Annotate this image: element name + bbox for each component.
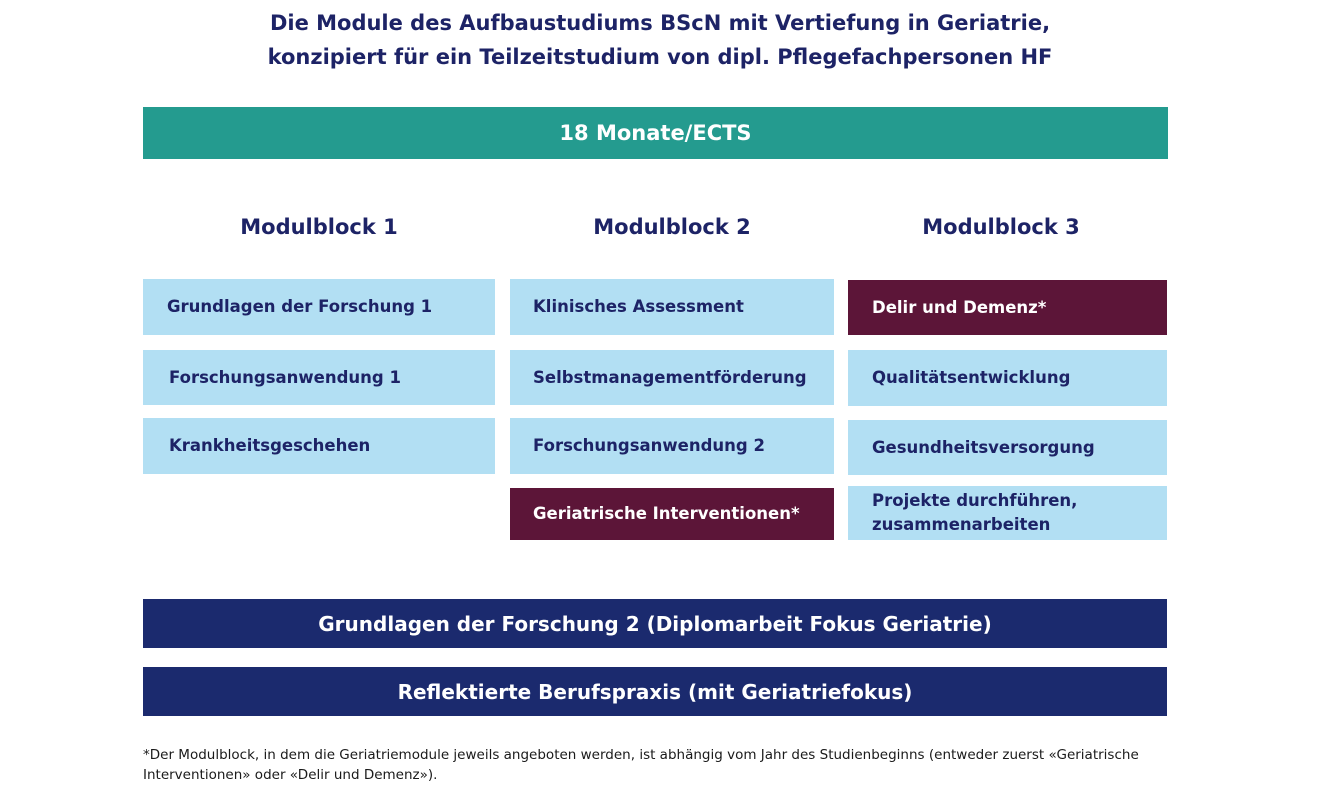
modulblock-3-heading: Modulblock 3 <box>922 215 1080 239</box>
module-qualitaetsentwicklung: Qualitätsentwicklung <box>848 350 1167 406</box>
title-line-1: Die Module des Aufbaustudiums BScN mit Vertiefung in Geriatrie, <box>269 11 1051 35</box>
module-krankheitsgeschehen: Krankheitsgeschehen <box>143 418 495 474</box>
bar-reflektierte-berufspraxis: Reflektierte Berufspraxis (mit Geriatriefokus) <box>143 667 1167 716</box>
module-forschungsanwendung-1: Forschungsanwendung 1 <box>143 350 495 405</box>
page-title <box>0 6 1320 74</box>
modulblock-2-heading: Modulblock 2 <box>593 215 751 239</box>
module-projekte-durchfuehren: Projekte durchführen, zusammenarbeiten <box>848 486 1167 540</box>
module-geriatrische-interventionen: Geriatrische Interventionen* <box>510 488 834 540</box>
bar-grundlagen-forschung-2: Grundlagen der Forschung 2 (Diplomarbeit Fokus Geriatrie) <box>143 599 1167 648</box>
module-grundlagen-forschung-1: Grundlagen der Forschung 1 <box>143 279 495 335</box>
module-delir-und-demenz: Delir und Demenz* <box>848 280 1167 335</box>
module-gesundheitsversorgung: Gesundheitsversorgung <box>848 420 1167 475</box>
module-selbstmanagementfoerderung: Selbstmanagementförderung <box>510 350 834 405</box>
duration-banner: 18 Monate/ECTS <box>143 107 1168 159</box>
module-klinisches-assessment: Klinisches Assessment <box>510 279 834 335</box>
module-forschungsanwendung-2: Forschungsanwendung 2 <box>510 418 834 474</box>
footnote: *Der Modulblock, in dem die Geriatriemodule jeweils angeboten werden, ist abhängig vom Jahr des Studienbeginns (entweder zuerst «Geriatrische Interventionen» oder «Delir und Demenz»). <box>143 747 1139 783</box>
modulblock-1-heading: Modulblock 1 <box>240 215 398 239</box>
title-line-2: konzipiert für ein Teilzeitstudium von dipl. Pflegefachpersonen HF <box>267 45 1053 69</box>
